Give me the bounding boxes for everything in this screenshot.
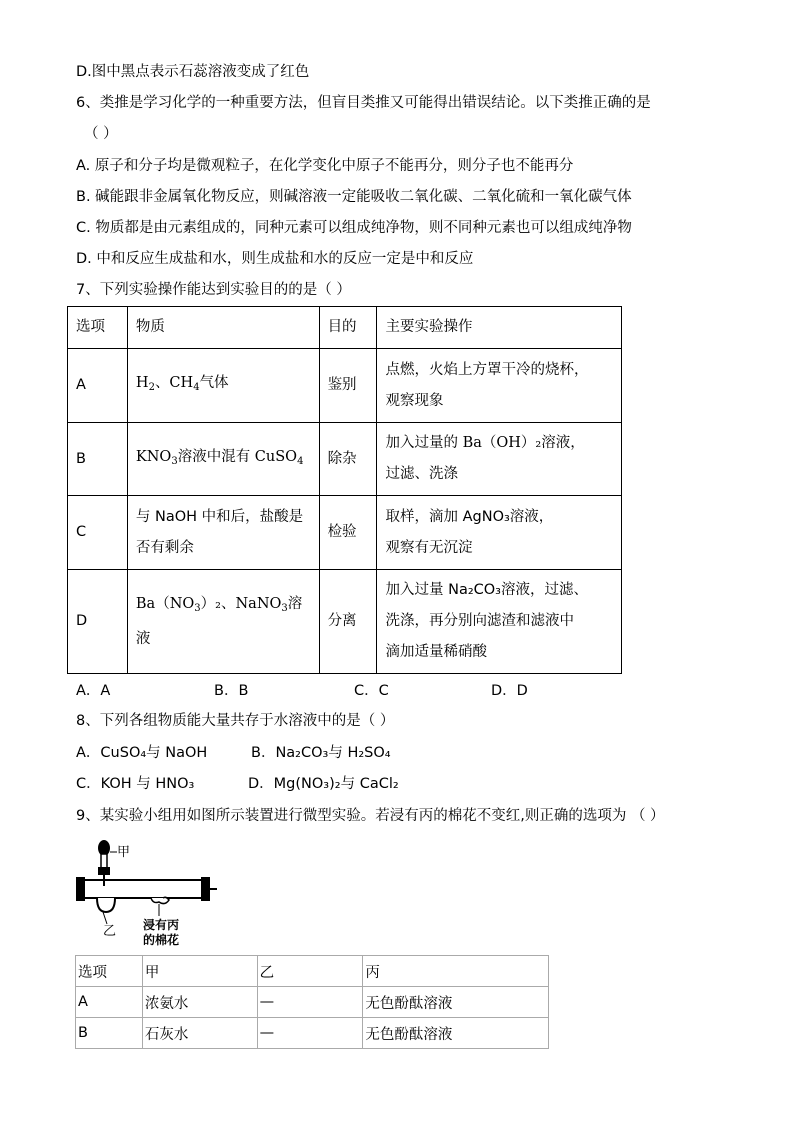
q7-option-c: C．C: [354, 683, 389, 699]
glass-tube: [81, 880, 206, 898]
row-goal: 检验: [319, 496, 377, 570]
table-cell: 无色酚酞溶液: [363, 1018, 549, 1049]
q8-option-b: B．Na₂CO₃与 H₂SO₄: [251, 745, 391, 761]
label-cotton-line1: 浸有丙: [143, 918, 180, 932]
table-row: [76, 987, 549, 1018]
row-option: C: [68, 496, 128, 570]
label-yi: 乙: [103, 924, 117, 939]
right-stopper: [201, 877, 210, 901]
header-jia: 甲: [142, 956, 257, 987]
q8-row-1: [76, 743, 391, 763]
row-operation: 加入过量 Na₂CO₃溶液，过滤、 洗涤，再分别向滤渣和滤液中 滴加适量稀硝酸: [377, 570, 622, 674]
table-row: [68, 496, 622, 570]
cotton: [151, 897, 169, 903]
row-goal: 分离: [319, 570, 377, 674]
table-header-row: [76, 956, 549, 987]
table-cell: A: [76, 987, 143, 1018]
header-goal: 目的: [319, 307, 377, 349]
table-cell: 浓氨水: [142, 987, 257, 1018]
row-goal: 除杂: [319, 423, 377, 496]
q8-option-a: A．CuSO₄与 NaOH: [76, 745, 208, 761]
label-cotton-line2: 的棉花: [143, 933, 180, 947]
header-operation: 主要实验操作: [377, 307, 622, 349]
header-option: 选项: [76, 956, 143, 987]
table-cell: B: [76, 1018, 143, 1049]
row-option: B: [68, 423, 128, 496]
well-yi: [97, 898, 115, 912]
row-goal: 鉴别: [319, 349, 377, 423]
table-cell: —: [257, 987, 363, 1018]
table-row: [68, 423, 622, 496]
row-operation: 取样，滴加 AgNO₃溶液， 观察有无沉淀: [377, 496, 622, 570]
label-jia: 甲: [117, 845, 131, 860]
table-cell: 石灰水: [142, 1018, 257, 1049]
q6-answer-blank: （ ）: [84, 126, 118, 142]
row-option: D: [68, 570, 128, 674]
header-option: 选项: [68, 307, 128, 349]
row-operation: 点燃，火焰上方罩干冷的烧杯， 观察现象: [377, 349, 622, 423]
q6-option-c: C. 物质都是由元素组成的，同种元素可以组成纯净物，则不同种元素也可以组成纯净物: [76, 220, 632, 236]
left-stopper: [76, 877, 85, 901]
q7-stem: 7、下列实验操作能达到实验目的的是（ ）: [76, 282, 351, 298]
q6-stem: 6、类推是学习化学的一种重要方法，但盲目类推又可能得出错误结论。以下类推正确的是: [76, 95, 651, 111]
q8-row-2: [76, 774, 399, 794]
row-option: A: [68, 349, 128, 423]
table-row: [68, 570, 622, 674]
q8-option-d: D．Mg(NO₃)₂与 CaCl₂: [248, 776, 399, 792]
dropper-tube: [101, 854, 107, 868]
row-substance: $KNO_3$溶液中混有 CuSO$_4$: [127, 423, 319, 496]
row-operation: 加入过量的 Ba（OH）₂溶液， 过滤、洗涤: [377, 423, 622, 496]
q9-stem: 9、某实验小组用如图所示装置进行微型实验。若浸有丙的棉花不变红,则正确的选项为 （ ）: [76, 808, 665, 824]
table-cell: —: [257, 1018, 363, 1049]
q7-option-a: A．A: [76, 683, 111, 699]
row-substance: $H_2$、$CH_4$气体: [127, 349, 319, 423]
row-substance: $Ba(NO_3)_2$、NaNO$_3$溶液: [127, 570, 319, 674]
q9-table: [75, 955, 549, 1049]
q7-option-d: D．D: [491, 683, 528, 699]
q5-option-d: D.图中黑点表示石蕊溶液变成了红色: [76, 64, 310, 80]
table-row: [76, 1018, 549, 1049]
table-row: [68, 349, 622, 423]
q6-option-b: B. 碱能跟非金属氧化物反应，则碱溶液一定能吸收二氧化碳、二氧化硫和一氧化碳气体: [76, 189, 632, 205]
header-substance: 物质: [127, 307, 319, 349]
header-bing: 丙: [363, 956, 549, 987]
microscale-apparatus-figure: [73, 834, 223, 948]
q7-table: [67, 306, 622, 674]
q7-option-b: B．B: [214, 683, 249, 699]
table-cell: 无色酚酞溶液: [363, 987, 549, 1018]
q7-options: [76, 681, 528, 701]
header-yi: 乙: [257, 956, 363, 987]
table-header-row: [68, 307, 622, 349]
q8-option-c: C．KOH 与 HNO₃: [76, 776, 195, 792]
q6-option-a: A. 原子和分子均是微观粒子，在化学变化中原子不能再分，则分子也不能再分: [76, 158, 574, 174]
row-substance: 与 NaOH 中和后，盐酸是 否有剩余: [127, 496, 319, 570]
q8-stem: 8、下列各组物质能大量共存于水溶液中的是（ ）: [76, 713, 395, 729]
q6-option-d: D. 中和反应生成盐和水，则生成盐和水的反应一定是中和反应: [76, 251, 474, 267]
